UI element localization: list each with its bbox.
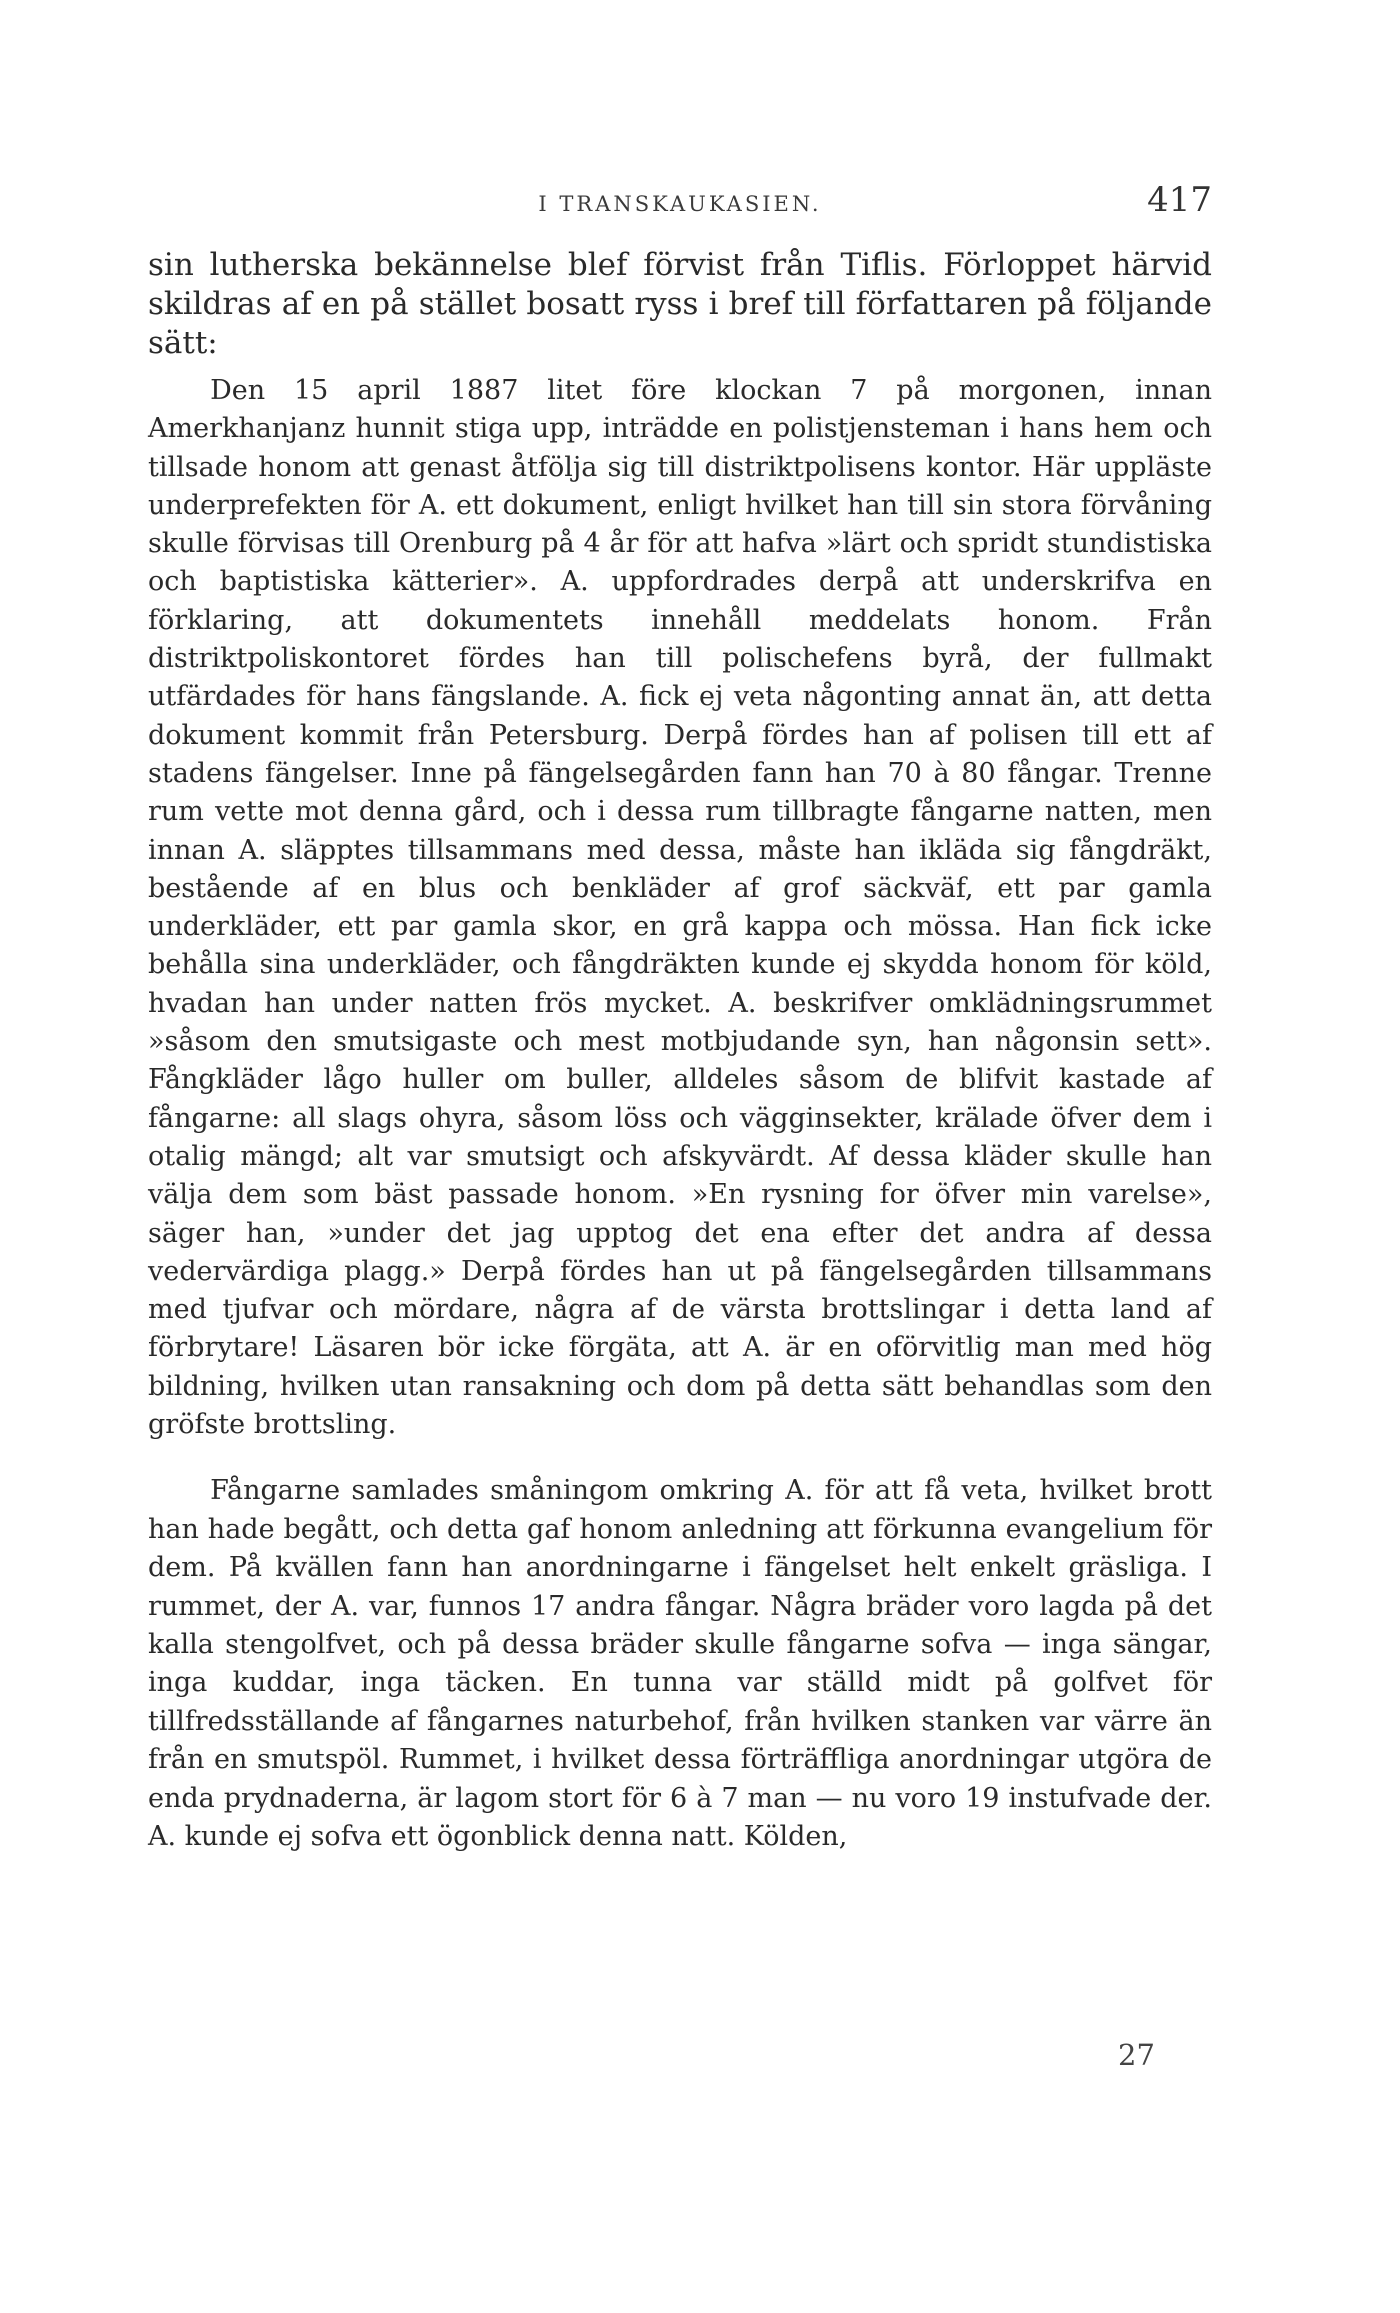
running-head [148,180,1212,220]
body-paragraph: Fångarne samlades småningom omkring A. för att få veta, hvilket brott han hade begått, och detta gaf honom anledning att förkunna evangelium för dem. På kvällen fann han anordningarne i fängelset helt enkelt gräsliga. I rummet, der A. var, funnos 17 andra fångar. Några bräder voro lagda på det kalla stengolfvet, och på dessa bräder skulle fångarne sofva — inga sängar, inga kuddar, inga täcken. En tunna var ställd midt på golfvet för tillfredsställande af fångarnes naturbehof, från hvilken stanken var värre än från en smutspöl. Rummet, i hvilket dessa förträffliga anordningar utgöra de enda prydnaderna, är lagom stort för 6 à 7 man — nu voro 19 instufvade der. A. kunde ej sofva ett ögonblick denna natt. Kölden, [148,1475,1212,1852]
intro-paragraph: sin lutherska bekännelse blef förvist från Tiflis. Förloppet härvid skildras af en på stället bosatt ryss i bref till författaren på följande sätt: [148,247,1212,361]
signature-mark: 27 [1118,2038,1155,2072]
running-title: I TRANSKAUKASIEN. [538,192,822,216]
body-text [148,246,1212,1856]
quoted-letter-paragraph: Den 15 april 1887 litet före klockan 7 på morgonen, innan Amerkhanjanz hunnit stiga upp, inträdde en polistjensteman i hans hem och tillsade honom att genast åtfölja sig till distriktpolisens kontor. Här uppläste underprefekten för A. ett dokument, enligt hvilket han till sin stora förvåning skulle förvisas till Orenburg på 4 år för att hafva »lärt och spridt stundistiska och baptistiska kätterier». A. uppfordrades derpå att underskrifva en förklaring, att dokumentets innehåll meddelats honom. Från distriktpoliskontoret fördes han till polischefens byrå, der fullmakt utfärdades för hans fängslande. A. fick ej veta någonting annat än, att detta dokument kommit från Petersburg. Derpå fördes han af polisen till ett af stadens fängelser. Inne på fängelsegården fann han 70 à 80 fångar. Trenne rum vette mot denna gård, och i dessa rum tillbragte fångarne natten, men innan A. släpptes tillsammans med dessa, måste han ikläda sig fångdräkt, bestående af en blus och benkläder af grof säckväf, ett par gamla underkläder, ett par gamla skor, en grå kappa och mössa. Han fick icke behålla sina underkläder, och fångdräkten kunde ej skydda honom för köld, hvadan han under natten frös mycket. A. beskrifver omklädningsrummet »såsom den smutsigaste och mest motbjudande syn, han någonsin sett». Fångkläder lågo huller om buller, alldeles såsom de blifvit kastade af fångarne: all slags ohyra, såsom löss och vägginsekter, krälade öfver dem i otalig mängd; alt var smutsigt och afskyvärdt. Af dessa kläder skulle han välja dem som bäst passade honom. »En rysning for öfver min varelse», säger han, »under det jag upptog det ena efter det andra af dessa vedervärdiga plagg.» Derpå fördes han ut på fängelsegården tillsammans med tjufvar och mördare, några af de värsta brottslingar i detta land af förbrytare! Läsaren bör icke förgäta, att A. är en oförvitlig man med hög bildning, hvilken utan ransakning och dom på detta sätt behandlas som den gröfste brottsling. [148,375,1212,1441]
page-number: 417 [1147,180,1212,220]
